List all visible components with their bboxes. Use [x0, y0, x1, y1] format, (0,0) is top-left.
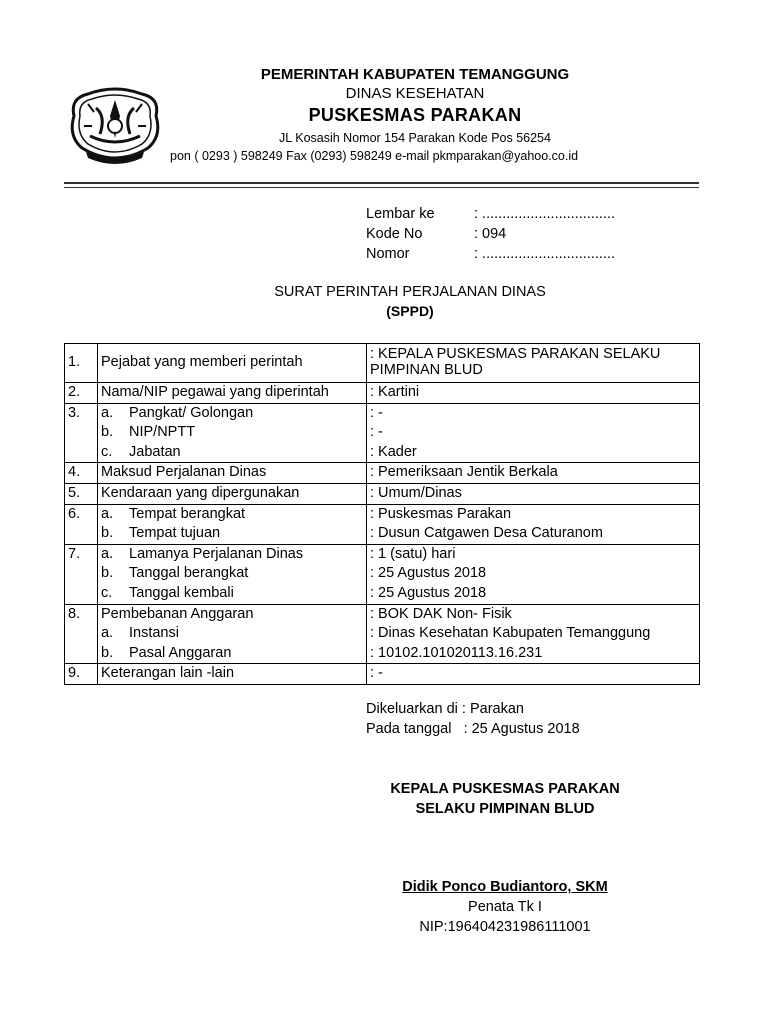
- document-subtitle: (SPPD): [386, 303, 434, 319]
- row-value: : Kartini: [367, 383, 700, 404]
- row-number: 9.: [65, 664, 98, 685]
- row-number: 8.: [65, 604, 98, 664]
- sppd-table: [64, 343, 700, 685]
- row-value: : Puskesmas Parakan : Dusun Catgawen Desa Caturanom: [367, 504, 700, 544]
- meta-row: Nomor : .................................: [366, 246, 615, 262]
- signature-block: [340, 877, 670, 937]
- table-row: [65, 403, 700, 463]
- header-rule-thin: [64, 187, 699, 188]
- table-row: [65, 504, 700, 544]
- meta-row: Lembar ke : .................................: [366, 206, 615, 222]
- row-label: Nama/NIP pegawai yang diperintah: [98, 383, 367, 404]
- regency-logo: [66, 86, 164, 166]
- table-row: [65, 604, 700, 664]
- table-row: [65, 544, 700, 604]
- header-rule-thick: [64, 182, 699, 184]
- table-row: [65, 383, 700, 404]
- row-number: 7.: [65, 544, 98, 604]
- issued-date-value: : 25 Agustus 2018: [463, 721, 580, 737]
- row-value: : KEPALA PUSKESMAS PARAKAN SELAKU PIMPINAN BLUD: [367, 344, 700, 383]
- document-title: SURAT PERINTAH PERJALANAN DINAS: [274, 284, 546, 300]
- signatory-nip: NIP:196404231986111001: [419, 919, 591, 935]
- row-number: 5.: [65, 483, 98, 504]
- signatory-name: Didik Ponco Budiantoro, SKM: [402, 879, 608, 895]
- row-label: a. Tempat berangkat b. Tempat tujuan: [98, 504, 367, 544]
- row-value: : BOK DAK Non- Fisik : Dinas Kesehatan Kabupaten Temanggung : 10102.101020113.16.231: [367, 604, 700, 664]
- header-government: PEMERINTAH KABUPATEN TEMANGGUNG: [260, 66, 570, 83]
- row-label: Keterangan lain -lain: [98, 664, 367, 685]
- table-row: [65, 344, 700, 383]
- issued-place-label: Dikeluarkan di: [366, 701, 458, 717]
- row-value: : - : - : Kader: [367, 403, 700, 463]
- meta-block: [366, 204, 615, 264]
- header-contact: pon ( 0293 ) 598249 Fax (0293) 598249 e-mail pkmparakan@yahoo.co.id: [170, 149, 579, 163]
- row-value: : -: [367, 664, 700, 685]
- row-value: : 1 (satu) hari : 25 Agustus 2018 : 25 Agustus 2018: [367, 544, 700, 604]
- row-label: Kendaraan yang dipergunakan: [98, 483, 367, 504]
- row-label: a. Lamanya Perjalanan Dinas b. Tanggal berangkat c. Tanggal kembali: [98, 544, 367, 604]
- row-number: 3.: [65, 403, 98, 463]
- row-number: 1.: [65, 344, 98, 383]
- signature-title: KEPALA PUSKESMAS PARAKAN SELAKU PIMPINAN BLUD: [390, 781, 620, 817]
- issued-date-label: Pada tanggal: [366, 721, 452, 737]
- issued-place-value: : Parakan: [461, 701, 524, 717]
- signatory-rank: Penata Tk I: [468, 899, 542, 915]
- meta-row: Kode No : 094: [366, 226, 507, 242]
- table-row: [65, 463, 700, 484]
- row-label: Maksud Perjalanan Dinas: [98, 463, 367, 484]
- row-value: : Pemeriksaan Jentik Berkala: [367, 463, 700, 484]
- row-label: a. Pangkat/ Golongan b. NIP/NPTT c. Jabatan: [98, 403, 367, 463]
- issued-block: [366, 699, 580, 739]
- row-value: : Umum/Dinas: [367, 483, 700, 504]
- header-institution: PUSKESMAS PARAKAN: [308, 105, 522, 125]
- row-number: 6.: [65, 504, 98, 544]
- row-label: Pembebanan Anggaran a. Instansi b. Pasal Anggaran: [98, 604, 367, 664]
- row-number: 2.: [65, 383, 98, 404]
- table-row: [65, 483, 700, 504]
- table-row: [65, 664, 700, 685]
- row-number: 4.: [65, 463, 98, 484]
- header-department: DINAS KESEHATAN: [345, 85, 485, 102]
- header-address: JL Kosasih Nomor 154 Parakan Kode Pos 56254: [279, 131, 551, 145]
- row-label: Pejabat yang memberi perintah: [98, 344, 367, 383]
